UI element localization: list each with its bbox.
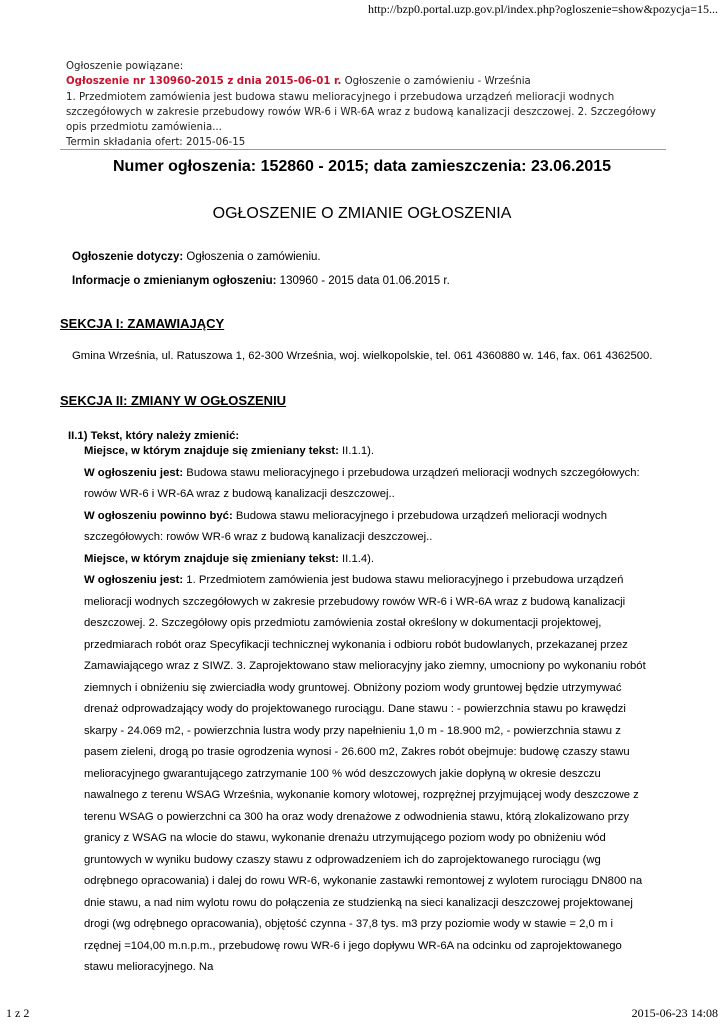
- change-2-place-label: Miejsce, w którym znajduje się zmieniany tekst:: [84, 552, 339, 565]
- related-deadline: Termin składania ofert: 2015-06-15: [66, 137, 246, 149]
- page-number: 1 z 2: [6, 1006, 30, 1020]
- contracting-authority-text: Gmina Września, ul. Ratuszowa 1, 62-300 Września, woj. wielkopolskie, tel. 061 4360880 w. 146, fax. 061 4362500.: [72, 350, 653, 362]
- changed-notice-value: 130960 - 2015 data 01.06.2015 r.: [276, 275, 450, 287]
- related-description: 1. Przedmiotem zamówienia jest budowa stawu melioracyjnego i przebudowa urządzeń melioracji wodnych szczegółowych w zakresie przebudowy rowów WR-6 i WR-6A wraz z budową kanalizacji deszczowej. 2. Szczegółowy opis przedmiotu zamówienia...: [66, 91, 656, 134]
- section-2-subheading: II.1) Tekst, który należy zmienić:: [68, 430, 240, 442]
- notice-concerns-label: Ogłoszenie dotyczy:: [72, 251, 184, 263]
- page-title: OGŁOSZENIE O ZMIANIE OGŁOSZENIA: [212, 205, 512, 222]
- change-1-place-value: II.1.1).: [338, 445, 375, 457]
- change-2-is-label: W ogłoszeniu jest:: [84, 574, 184, 586]
- change-1-place: [84, 441, 652, 463]
- related-link-suffix: Ogłoszenie o zamówieniu - Września: [341, 76, 531, 88]
- change-1-is: [84, 463, 652, 506]
- change-1-should-label: W ogłoszeniu powinno być:: [84, 509, 233, 522]
- changes-list: [84, 441, 652, 979]
- notice-concerns: [72, 251, 321, 263]
- change-2-place: [84, 549, 652, 571]
- related-link-line: [66, 74, 666, 89]
- related-title: Ogłoszenie powiązane:: [66, 61, 184, 72]
- related-notice: [66, 59, 666, 151]
- change-2-is: [84, 570, 652, 979]
- notice-concerns-value: Ogłoszenia o zamówieniu.: [183, 251, 321, 263]
- change-1-should: [84, 506, 652, 549]
- change-1-should-text: Budowa stawu melioracyjnego i przebudowa urządzeń melioracji wodnych szczegółowych: rowów WR-6 wraz z budową kanalizacji deszczowej..: [84, 509, 607, 543]
- changed-notice-info: [72, 275, 450, 287]
- changed-notice-label: Informacje o zmienianym ogłoszeniu:: [72, 275, 277, 287]
- related-notice-link[interactable]: Ogłoszenie nr 130960-2015 z dnia 2015-06-01 r.: [66, 76, 342, 88]
- change-1-place-label: Miejsce, w którym znajduje się zmieniany tekst:: [84, 445, 339, 457]
- change-2-is-text: 1. Przedmiotem zamówienia jest budowa stawu melioracyjnego i przebudowa urządzeń melioracji wodnych szczegółowych w zakresie przebudowy rowów WR-6 i WR-6A wraz z budową kanalizacji deszczowej. 2. Szczegółowy opis przedmiotu zamówienia został określony w dokumentacji projektowej, przedmiarach robót oraz Specyfikacji technicznej wykonania i odbioru robót budowlanych, przekazanej przez Zamawiającego wraz z SIWZ. 3. Zaprojektowano staw melioracyjny jako ziemny, umocniony po wykonaniu robót ziemnych i obniżeniu się zwierciadła wody gruntowej. Obniżony poziom wody gruntowej będzie utrzymywać drenaż odprowadzający wody do projektowanego rurociągu. Dane stawu : - powierzchnia stawu po krawędzi skarpy - 24.069 m2, - powierzchnia lustra wody przy napełnieniu 1,0 m - 18.900 m2, - powierzchnia stawu z pasem zieleni, drogą po trasie ogrodzenia wynosi - 26.600 m2, Zakres robót obejmuje: budowę czaszy stawu melioracyjnego gwarantującego zatrzymanie 100 % wód deszczowych jakie dopłyną w okresie deszczu nawalnego z terenu WSAG Września, wykonanie komory wlotowej, rozprężnej przyjmującej wody deszczowe z terenu WSAG o powierzchni ca 300 ha oraz wody drenażowe z odwodnienia stawu, którą zlokalizowano przy granicy z WSAG na wlocie do stawu, wykonanie drenażu utrzymującego poziom wody po obniżeniu wód gruntowych w wyniku budowy czaszy stawu z odprowadzeniem ich do zaprojektowanego rurociągu (wg odrębnego opracowania) i dalej do rowu WR-6, wykonanie zastawki remontowej z wylotem rurociągu DN800 na dnie stawu, a nad nim wylotu rowu do połączenia ze studzienką na sieci kanalizacji deszczowej projektowanej drogi (wg odrębnego opracowania), objętość czynna - 37,8 tys. m3 przy poziomie wody w stawie = 2,0 m i rzędnej =104,00 m.n.p.m., przebudowę rowu WR-6 i jego dopływu WR-6A na odcinku od zaprojektowanego stawu melioracyjnego. Na: [84, 574, 646, 973]
- header-divider: [60, 149, 666, 150]
- change-1-is-label: W ogłoszeniu jest:: [84, 466, 184, 479]
- notice-number: Numer ogłoszenia: 152860 - 2015; data zamieszczenia: 23.06.2015: [112, 158, 612, 175]
- change-2-place-value: II.1.4).: [338, 552, 375, 565]
- section-1-heading: SEKCJA I: ZAMAWIAJĄCY: [60, 316, 225, 331]
- change-1-is-text: Budowa stawu melioracyjnego i przebudowa urządzeń melioracji wodnych szczegółowych: rowów WR-6 i WR-6A wraz z budową kanalizacji deszczowej..: [84, 466, 640, 500]
- section-2-heading: SEKCJA II: ZMIANY W OGŁOSZENIU: [60, 393, 287, 408]
- print-header-url: http://bzp0.portal.uzp.gov.pl/index.php?ogloszenie=show&pozycja=15...: [367, 2, 718, 16]
- print-timestamp: 2015-06-23 14:08: [631, 1006, 718, 1020]
